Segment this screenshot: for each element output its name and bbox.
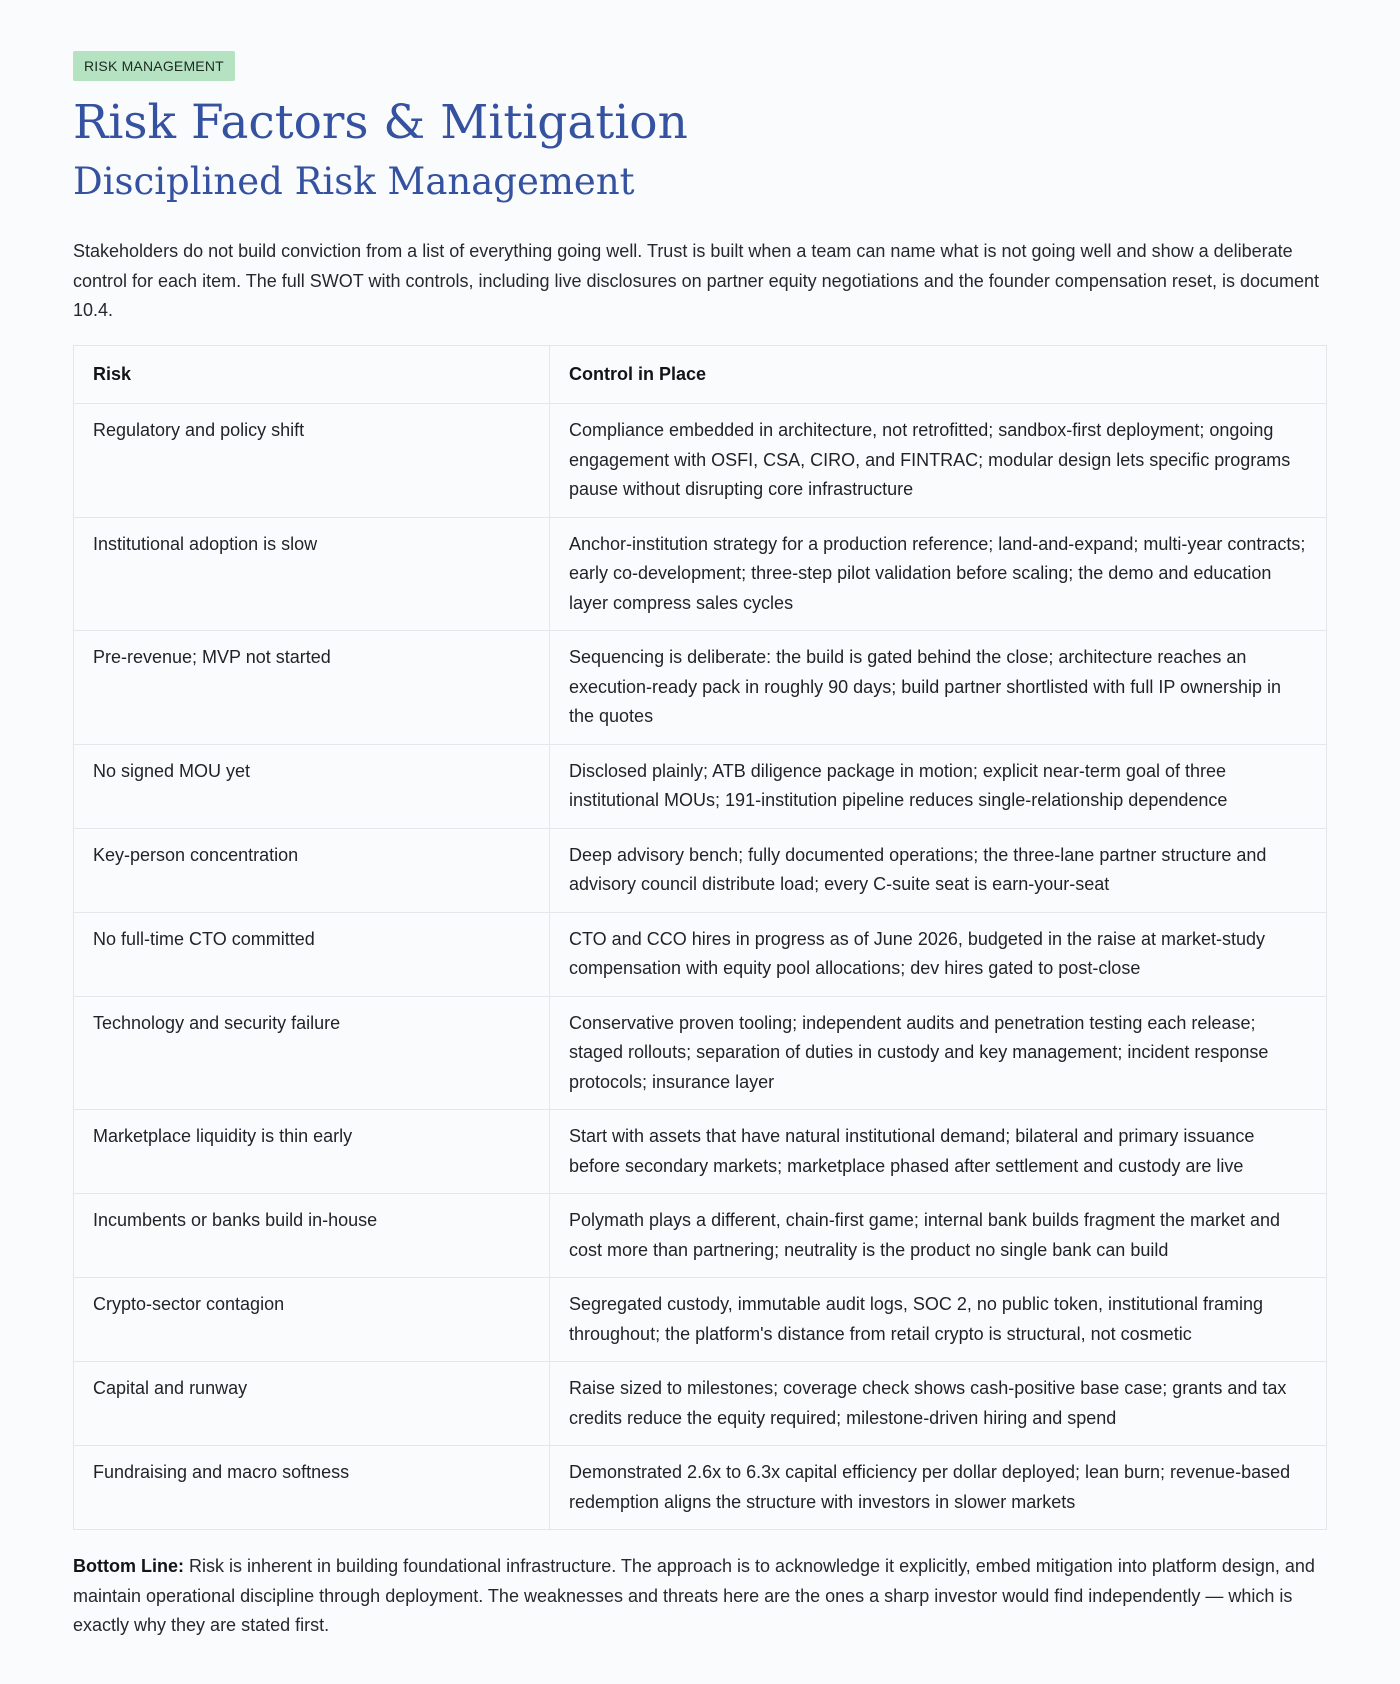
table-header [74, 345, 1327, 404]
control-cell: Disclosed plainly; ATB diligence package in motion; explicit near-term goal of three institutional MOUs; 191-institution pipeline reduces single-relationship dependence [550, 744, 1327, 828]
header-control: Control in Place [550, 345, 1327, 404]
table-row [74, 1110, 1327, 1194]
header-risk: Risk [74, 345, 550, 404]
table-row [74, 744, 1327, 828]
control-cell: Start with assets that have natural institutional demand; bilateral and primary issuance before secondary markets; marketplace phased after settlement and custody are live [550, 1110, 1327, 1194]
risk-cell: Key-person concentration [74, 828, 550, 912]
intro-paragraph: Stakeholders do not build conviction from a list of everything going well. Trust is built when a team can name what is not going well and show a deliberate control for each item. The full SWOT with controls, including live disclosures on partner equity negotiations and the founder compensation reset, is document 10.4. [73, 241, 1319, 320]
control-cell: Sequencing is deliberate: the build is gated behind the close; architecture reaches an execution-ready pack in roughly 90 days; build partner shortlisted with full IP ownership in the quotes [550, 631, 1327, 745]
bottom-line-label: Bottom Line: [73, 1556, 184, 1576]
control-cell: Compliance embedded in architecture, not retrofitted; sandbox-first deployment; ongoing engagement with OSFI, CSA, CIRO, and FINTRAC; modular design lets specific programs pause without disrupting core infrastructure [550, 404, 1327, 518]
control-cell: Raise sized to milestones; coverage check shows cash-positive base case; grants and tax credits reduce the equity required; milestone-driven hiring and spend [550, 1362, 1327, 1446]
section-tag: RISK MANAGEMENT [73, 51, 235, 81]
bottom-line-text: Risk is inherent in building foundational infrastructure. The approach is to acknowledge it explicitly, embed mitigation into platform design, and maintain operational discipline through deployment. The weaknesses and threats here are the ones a sharp investor would find independently — which is exactly why they are stated first. [73, 1556, 1315, 1635]
table-header-row [74, 345, 1327, 404]
page-subtitle: Disciplined Risk Management [73, 160, 635, 203]
risk-cell: Fundraising and macro softness [74, 1446, 550, 1530]
risk-cell: Crypto-sector contagion [74, 1278, 550, 1362]
table-row [74, 517, 1327, 631]
bottom-line [73, 1552, 1327, 1641]
table-row [74, 1446, 1327, 1530]
table-row [74, 996, 1327, 1110]
control-cell: Conservative proven tooling; independent audits and penetration testing each release; staged rollouts; separation of duties in custody and key management; incident response protocols; insurance layer [550, 996, 1327, 1110]
table-row [74, 1362, 1327, 1446]
control-cell: CTO and CCO hires in progress as of June 2026, budgeted in the raise at market-study compensation with equity pool allocations; dev hires gated to post-close [550, 912, 1327, 996]
control-cell: Segregated custody, immutable audit logs, SOC 2, no public token, institutional framing throughout; the platform's distance from retail crypto is structural, not cosmetic [550, 1278, 1327, 1362]
risk-cell: No full-time CTO committed [74, 912, 550, 996]
table-row [74, 631, 1327, 745]
risk-cell: Technology and security failure [74, 996, 550, 1110]
control-cell: Polymath plays a different, chain-first game; internal bank builds fragment the market and cost more than partnering; neutrality is the product no single bank can build [550, 1194, 1327, 1278]
risk-table [73, 345, 1327, 1531]
table-row [74, 828, 1327, 912]
risk-cell: No signed MOU yet [74, 744, 550, 828]
risk-cell: Pre-revenue; MVP not started [74, 631, 550, 745]
table-row [74, 912, 1327, 996]
page-title: Risk Factors & Mitigation [73, 95, 688, 150]
control-cell: Deep advisory bench; fully documented operations; the three-lane partner structure and advisory council distribute load; every C-suite seat is earn-your-seat [550, 828, 1327, 912]
risk-cell: Capital and runway [74, 1362, 550, 1446]
table-body [74, 404, 1327, 1530]
risk-cell: Institutional adoption is slow [74, 517, 550, 631]
risk-cell: Regulatory and policy shift [74, 404, 550, 518]
risk-cell: Marketplace liquidity is thin early [74, 1110, 550, 1194]
control-cell: Anchor-institution strategy for a production reference; land-and-expand; multi-year contracts; early co-development; three-step pilot validation before scaling; the demo and education layer compress sales cycles [550, 517, 1327, 631]
table-row [74, 1194, 1327, 1278]
control-cell: Demonstrated 2.6x to 6.3x capital efficiency per dollar deployed; lean burn; revenue-based redemption aligns the structure with investors in slower markets [550, 1446, 1327, 1530]
risk-cell: Incumbents or banks build in-house [74, 1194, 550, 1278]
table-row [74, 404, 1327, 518]
table-row [74, 1278, 1327, 1362]
